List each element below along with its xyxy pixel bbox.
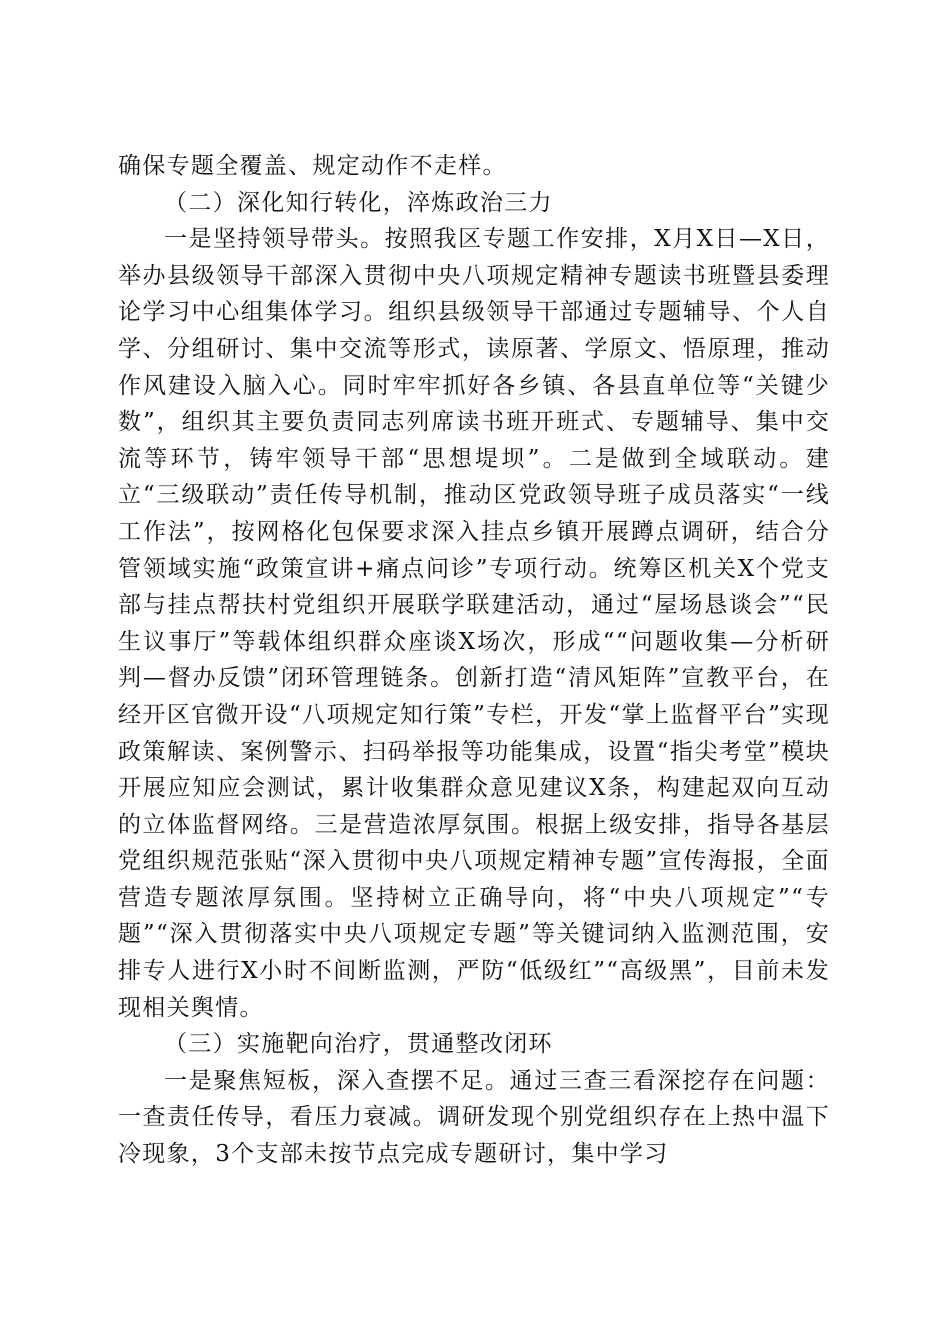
paragraph-body: 一是聚焦短板，深入查摆不足。通过三查三看深挖存在问题：一查责任传导，看压力衰减。调研发现个别党组织存在上热中温下冷现象，3个支部未按节点完成专题研讨，集中学习 xyxy=(118,1067,830,1168)
section-heading-3: （三）实施靶向治疗，贯通整改闭环 xyxy=(164,1031,553,1058)
paragraph-continuation: 确保专题全覆盖、规定动作不走样。 xyxy=(118,153,507,179)
section-heading-2: （二）深化知行转化，淬炼政治三力 xyxy=(164,189,553,216)
document-body xyxy=(118,148,830,1173)
paragraph-body: 一是坚持领导带头。按照我区专题工作安排，X月X日—X日，举办县级领导干部深入贯彻中央八项规定精神专题读书班暨县委理论学习中心组集体学习。组织县级领导干部通过专题辅导、个人自学、分组研讨、集中交流等形式，读原著、学原文、悟原理，推动作风建设入脑入心。同时牢牢抓好各乡镇、各县直单位等“关键少数”，组织其主要负责同志列席读书班开班式、专题辅导、集中交流等环节，铸牢领导干部“思想堤坝”。二是做到全域联动。建立“三级联动”责任传导机制，推动区党政领导班子成员落实“一线工作法”，按网格化包保要求深入挂点乡镇开展蹲点调研，结合分管领域实施“政策宣讲+痛点问诊”专项行动。统筹区机关X个党支部与挂点帮扶村党组织开展联学联建活动，通过“屋场恳谈会”“民生议事厅”等载体组织群众座谈X场次，形成““问题收集—分析研判—督办反馈”闭环管理链条。创新打造“清风矩阵”宣教平台，在经开区官微开设“八项规定知行策”专栏，开发“掌上监督平台”实现政策解读、案例警示、扫码举报等功能集成，设置“指尖考堂”模块开展应知应会测试，累计收集群众意见建议X条，构建起双向互动的立体监督网络。三是营造浓厚氛围。根据上级安排，指导各基层党组织规范张贴“深入贯彻中央八项规定精神专题”宣传海报，全面营造专题浓厚氛围。坚持树立正确导向，将“中央八项规定”“专题”“深入贯彻落实中央八项规定专题”等关键词纳入监测范围，安排专人进行X小时不间断监测，严防“低级红”“高级黑”，目前未发现相关舆情。 xyxy=(118,226,830,1021)
